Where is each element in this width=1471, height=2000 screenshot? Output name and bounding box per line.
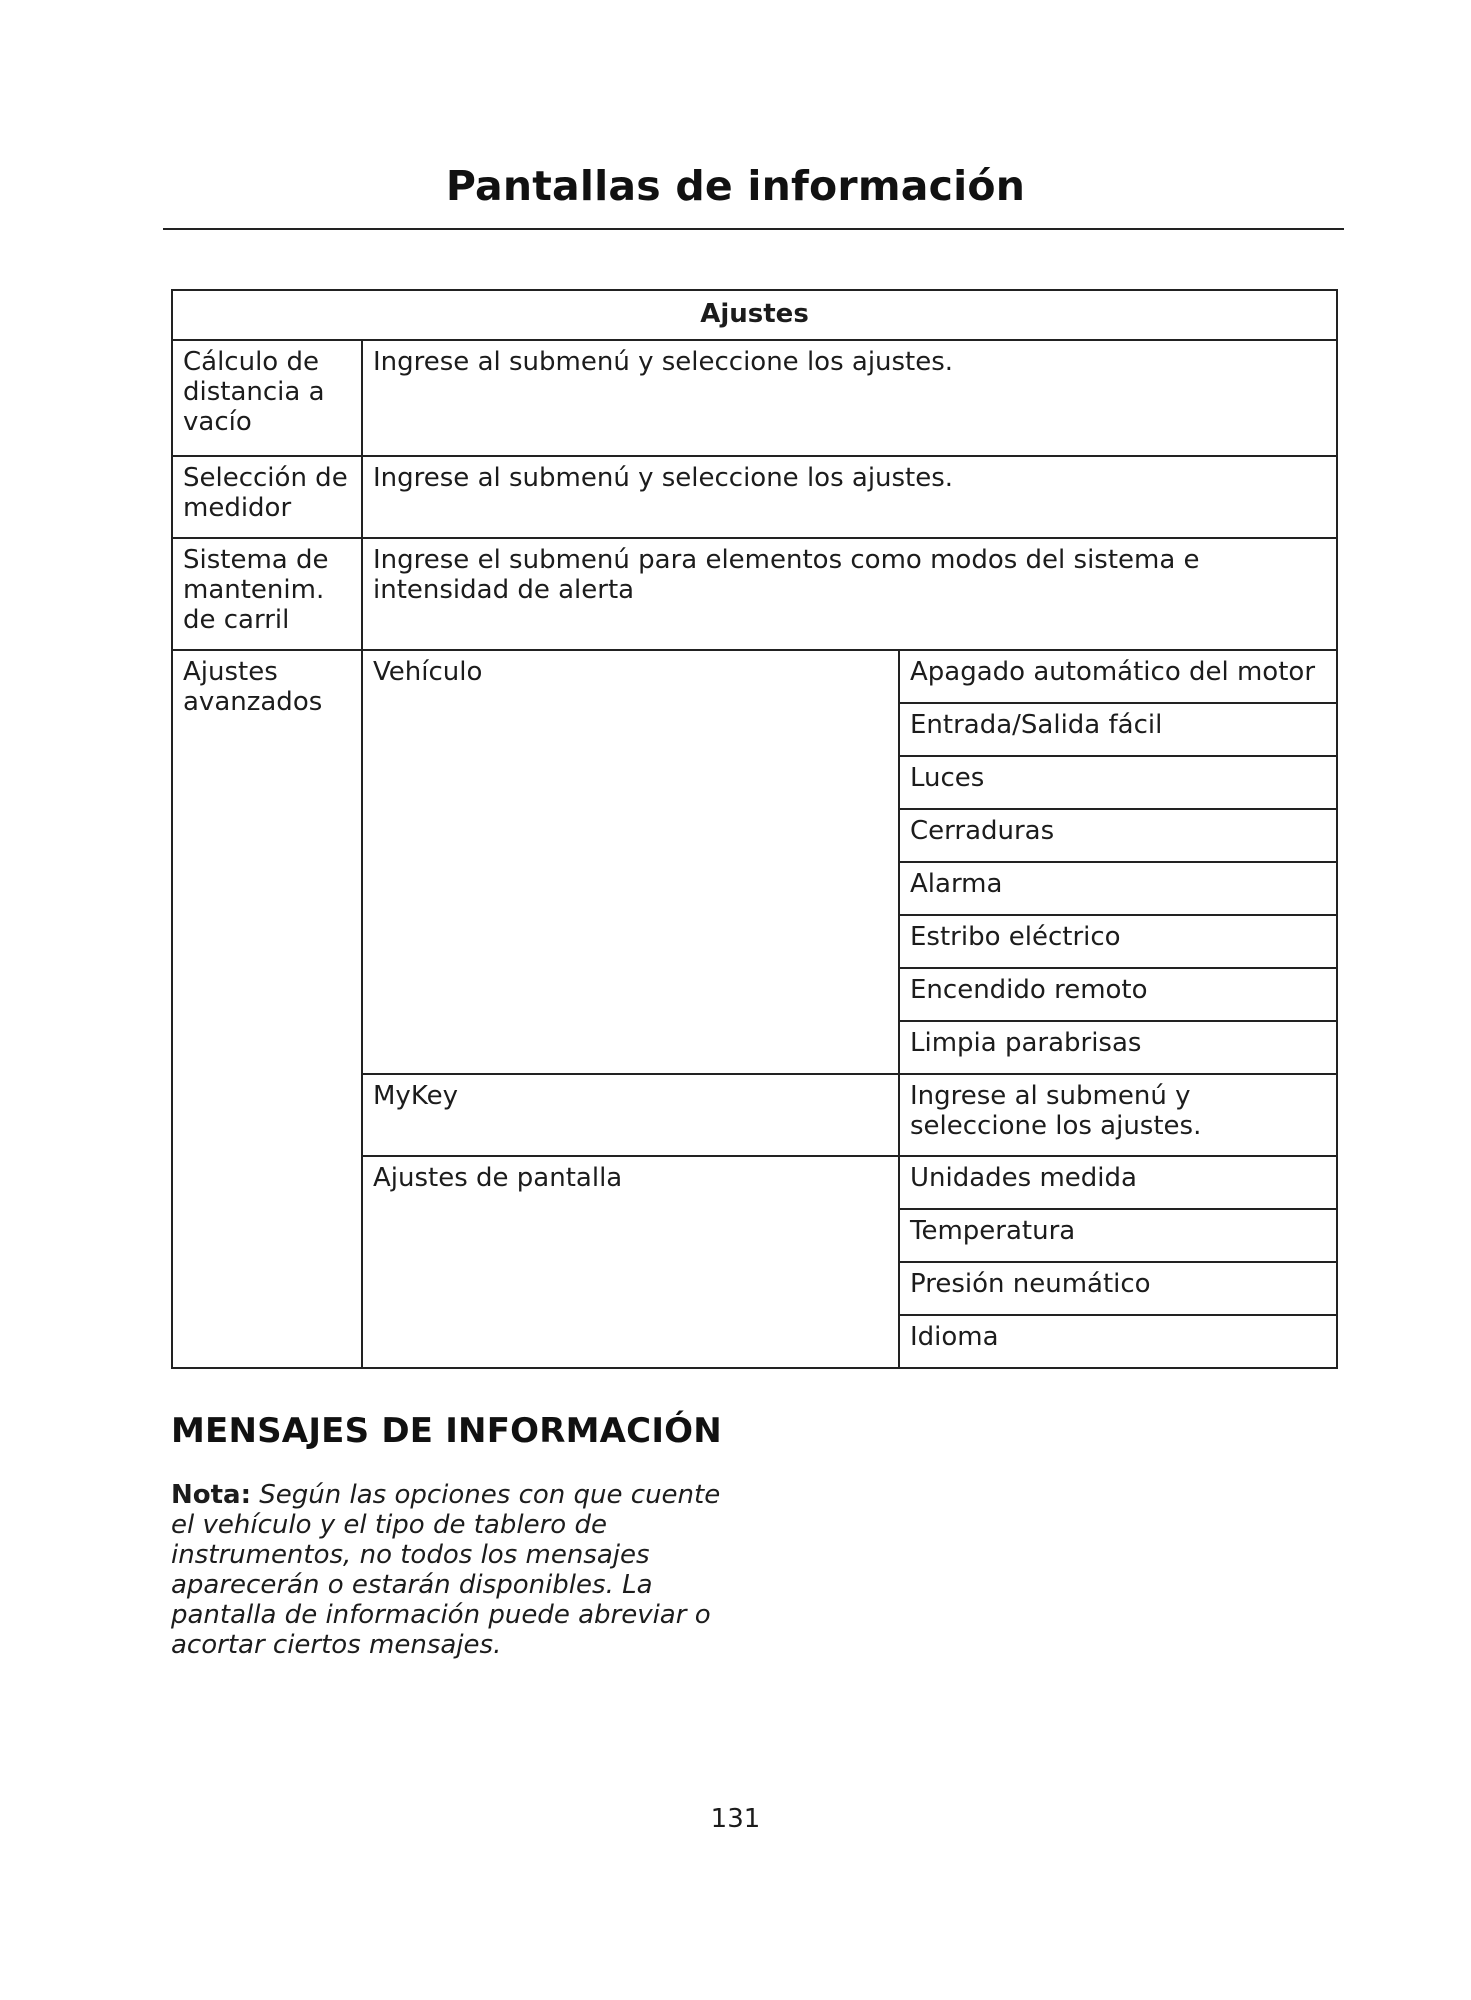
table-header-row xyxy=(172,290,1337,340)
option-wipers: Limpia parabrisas xyxy=(899,1021,1337,1074)
row-description: Ingrese el submenú para elementos como modos del sistema e intensidad de alerta xyxy=(362,538,1337,650)
section-heading: MENSAJES DE INFORMACIÓN xyxy=(171,1411,722,1451)
table-row xyxy=(172,538,1337,650)
row-label: Sistema de mantenim. de carril xyxy=(172,538,362,650)
table-row xyxy=(172,340,1337,456)
group-vehicle: Vehículo xyxy=(362,650,899,1074)
group-mykey: MyKey xyxy=(362,1074,899,1156)
row-description: Ingrese al submenú y seleccione los ajustes. xyxy=(362,456,1337,538)
option-mykey-submenu: Ingrese al submenú y seleccione los ajustes. xyxy=(899,1074,1337,1156)
page-title: Pantallas de información xyxy=(445,162,1026,210)
option-locks: Cerraduras xyxy=(899,809,1337,862)
option-power-running-board: Estribo eléctrico xyxy=(899,915,1337,968)
page-number: 131 xyxy=(710,1804,761,1834)
option-language: Idioma xyxy=(899,1315,1337,1368)
settings-table xyxy=(171,289,1338,1369)
note-text: Según las opciones con que cuente el vehículo y el tipo de tablero de instrumentos, no todos los mensajes aparecerán o estarán disponibles. La pantalla de información puede abreviar o acortar ciertos mensajes. xyxy=(171,1480,721,1660)
group-display-settings: Ajustes de pantalla xyxy=(362,1156,899,1368)
title-divider xyxy=(163,228,1344,230)
option-units: Unidades medida xyxy=(899,1156,1337,1209)
option-tire-pressure: Presión neumático xyxy=(899,1262,1337,1315)
table-row xyxy=(172,650,1337,703)
row-label: Selección de medidor xyxy=(172,456,362,538)
table-heading: Ajustes xyxy=(172,290,1337,340)
table-row xyxy=(172,456,1337,538)
advanced-settings-label: Ajustes avanzados xyxy=(172,650,362,1368)
option-remote-start: Encendido remoto xyxy=(899,968,1337,1021)
row-label: Cálculo de distancia a vacío xyxy=(172,340,362,456)
option-temperature: Temperatura xyxy=(899,1209,1337,1262)
note-label: Nota: xyxy=(171,1480,251,1510)
option-easy-entry-exit: Entrada/Salida fácil xyxy=(899,703,1337,756)
option-lights: Luces xyxy=(899,756,1337,809)
row-description: Ingrese al submenú y seleccione los ajustes. xyxy=(362,340,1337,456)
option-alarm: Alarma xyxy=(899,862,1337,915)
note-paragraph xyxy=(171,1480,741,1660)
option-auto-engine-off: Apagado automático del motor xyxy=(899,650,1337,703)
